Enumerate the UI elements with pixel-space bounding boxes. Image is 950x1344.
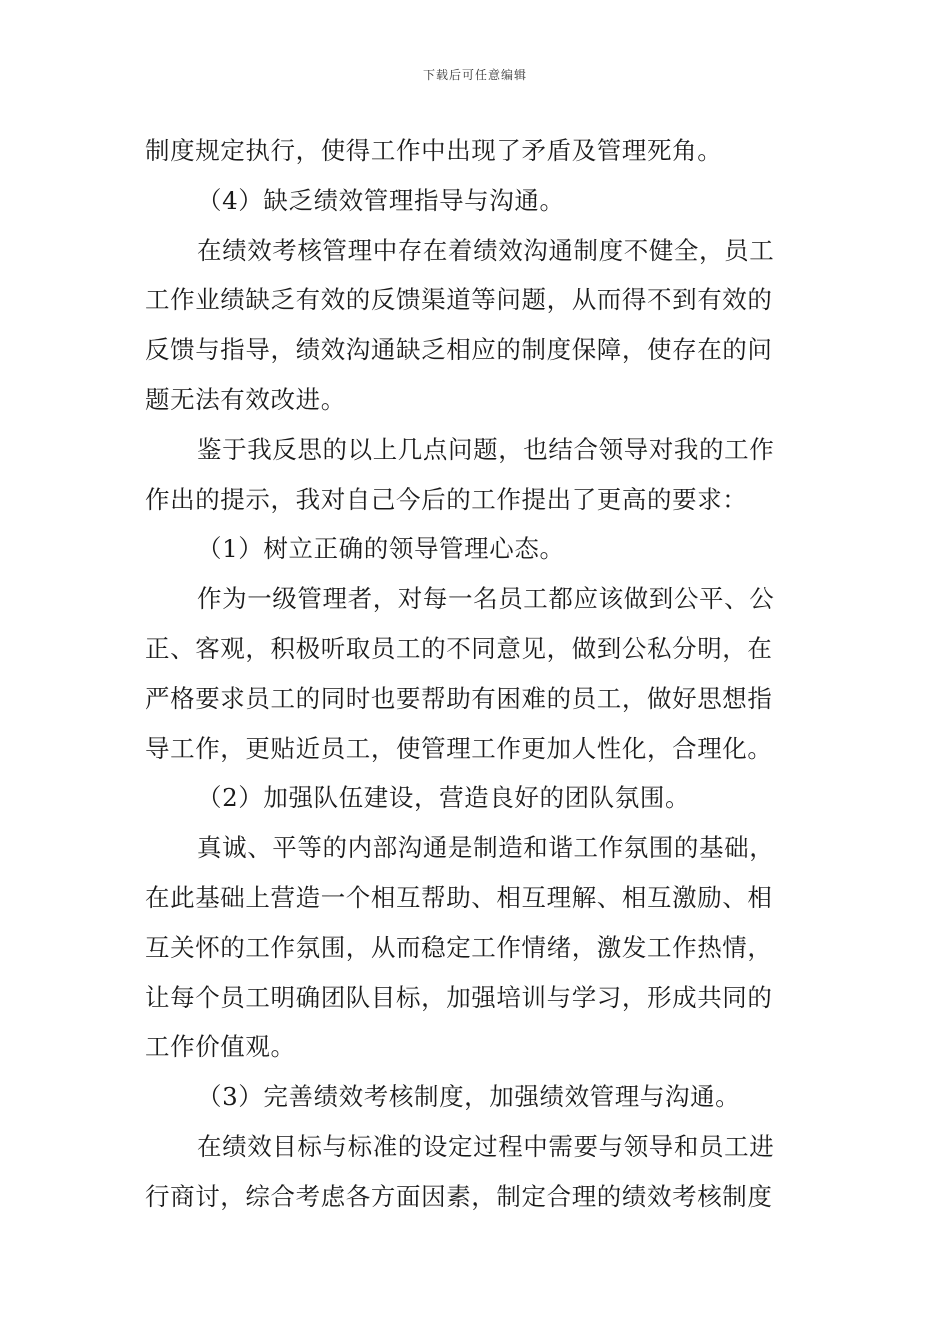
text-line: （1）树立正确的领导管理心态。 xyxy=(197,534,565,564)
text-line: （2）加强队伍建设，营造良好的团队氛围。 xyxy=(197,783,691,813)
text-line: 行商讨，综合考虑各方面因素，制定合理的绩效考核制度 xyxy=(145,1181,773,1211)
text-line: 题无法有效改进。 xyxy=(145,384,346,414)
text-line: （4）缺乏绩效管理指导与沟通。 xyxy=(197,185,565,215)
text-line: 在此基础上营造一个相互帮助、相互理解、相互激励、相 xyxy=(145,882,773,912)
text-line: 严格要求员工的同时也要帮助有困难的员工，做好思想指 xyxy=(145,683,773,713)
text-line: 制度规定执行，使得工作中出现了矛盾及管理死角。 xyxy=(145,136,723,165)
text-line: 在绩效目标与标准的设定过程中需要与领导和员工进 xyxy=(197,1131,775,1161)
text-line: 鉴于我反思的以上几点问题，也结合领导对我的工作 xyxy=(197,434,775,464)
header-note: 下载后可任意编辑 xyxy=(422,68,527,82)
text-line: 真诚、平等的内部沟通是制造和谐工作氛围的基础， xyxy=(197,833,775,863)
text-line: 让每个员工明确团队目标，加强培训与学习，形成共同的 xyxy=(145,982,773,1012)
text-line: 正、客观，积极听取员工的不同意见，做到公私分明，在 xyxy=(145,633,773,663)
text-line: 作出的提示，我对自己今后的工作提出了更高的要求： xyxy=(145,484,748,514)
text-line: 作为一级管理者，对每一名员工都应该做到公平、公 xyxy=(197,584,775,614)
text-line: 工作价值观。 xyxy=(145,1032,296,1062)
text-line: 互关怀的工作氛围，从而稳定工作情绪，激发工作热情， xyxy=(145,932,773,962)
document-body xyxy=(145,126,810,1222)
text-line: 反馈与指导，绩效沟通缺乏相应的制度保障，使存在的问 xyxy=(145,335,773,365)
text-line: 工作业绩缺乏有效的反馈渠道等问题，从而得不到有效的 xyxy=(145,285,773,315)
text-line: 在绩效考核管理中存在着绩效沟通制度不健全，员工 xyxy=(197,235,775,265)
text-line: （3）完善绩效考核制度，加强绩效管理与沟通。 xyxy=(197,1082,741,1112)
text-line: 导工作，更贴近员工，使管理工作更加人性化，合理化。 xyxy=(145,733,773,763)
